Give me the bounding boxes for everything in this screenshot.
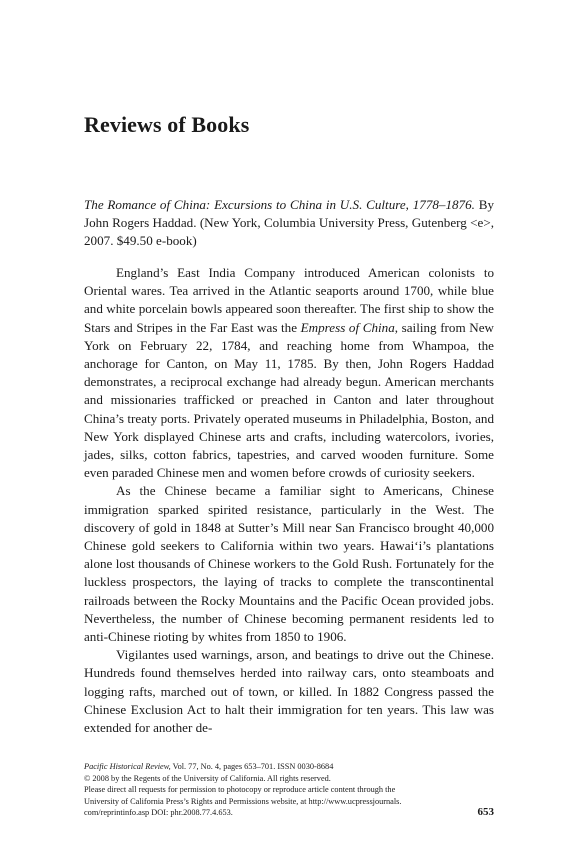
journal-name: Pacific Historical Review, [84, 762, 171, 771]
paragraph-2: As the Chinese became a familiar sight to Americans, Chinese immigration sparked spirited resistance, particularly in the West. The discovery of gold in 1848 at Sutter’s Mill near San Francisco brought 40,000 Chinese gold seekers to California within two years. Hawai‘i’s plantations alone lost thousands of Chinese workers to the Gold Rush. Fortunately for the luckless prospectors, the laying of tracks to complete the transcontinental railroads between the Rocky Mountains and the Pacific Ocean provided jobs. Nevertheless, the number of Chinese becoming permanent residents led to anti-Chinese rioting by whites from 1850 to 1906. [84, 483, 494, 645]
paragraph-3: Vigilantes used warnings, arson, and beatings to drive out the Chinese. Hundreds found themselves herded into railway cars, onto steamboats and logging rafts, marched out of town, or killed. In 1882 Congress passed the Chinese Exclusion Act to halt their immigration for ten years. This law was extended for another de- [84, 647, 494, 736]
doi-line: com/reprintinfo.asp DOI: phr.2008.77.4.653. [84, 808, 233, 817]
permissions-line-1: Please direct all requests for permission to photocopy or reproduce article content through the [84, 785, 396, 794]
copyright-line: © 2008 by the Regents of the University of California. All rights reserved. [84, 773, 331, 783]
permissions-line-2: University of California Press’s Rights and Permissions website, at http://www.ucpressjournals. [84, 796, 402, 806]
journal-page [84, 0, 494, 868]
paragraph-1-part-a: England’s East India Company introduced American colonists to Oriental wares. Tea arrived in the Atlantic seaports around 1700, while blue and white porcelain bowls appeared soon thereafter. The first ship to show the Stars and Stripes in the Far East was the [84, 265, 494, 335]
publication-footnote [84, 761, 494, 819]
review-body [84, 264, 494, 737]
paragraph-1 [84, 264, 494, 482]
book-citation [84, 196, 494, 251]
section-title: Reviews of Books [84, 112, 250, 137]
book-publication-info: By John Rogers Haddad. (New York, Columbia University Press, Gutenberg <e>, 2007. $49.50 e-book) [84, 197, 494, 249]
paragraph-1-part-b: , sailing from New York on February 22, 1784, and reaching home from Whampoa, the anchorage for Canton, on May 11, 1785. By then, John Rogers Haddad demonstrates, a reciprocal exchange had already begun. American merchants and missionaries trafficked or preached in Canton and later throughout China’s treaty ports. Privately operated museums in Philadelphia, Boston, and New York displayed Chinese arts and crafts, including watercolors, ivories, jades, silks, cotton fabrics, tapestries, and carved wooden furniture. Some even paraded Chinese men and women before crowds of curiosity seekers. [84, 319, 495, 481]
journal-issue-info: Vol. 77, No. 4, pages 653–701. ISSN 0030-8684 [170, 762, 334, 771]
ship-name: Empress of China [300, 319, 395, 335]
book-title: The Romance of China: Excursions to China in U.S. Culture, 1778–1876. [84, 197, 475, 212]
footnote-line-1 [84, 761, 494, 773]
page-number: 653 [477, 806, 494, 818]
